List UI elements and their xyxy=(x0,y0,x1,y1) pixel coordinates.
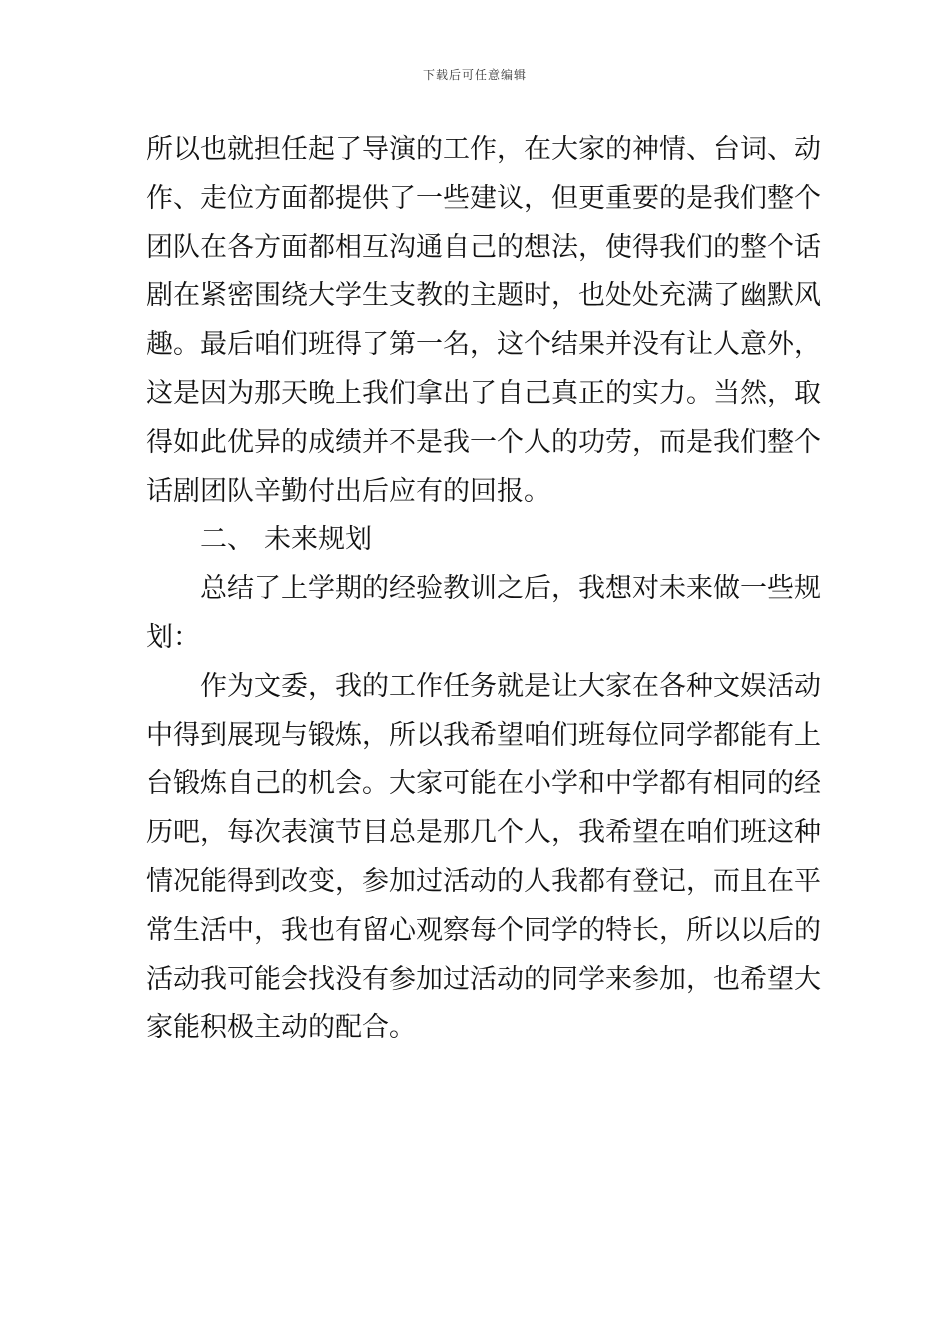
text-line: 划： xyxy=(146,621,200,653)
text-line: 总结了上学期的经验教训之后，我想对未来做一些规 xyxy=(200,573,821,605)
paragraph-plan-details xyxy=(146,663,821,1053)
text-line: 这是因为那天晚上我们拿出了自己真正的实力。当然，取 xyxy=(146,377,821,409)
section-heading-number: 二、 xyxy=(200,524,254,556)
paragraph-drama-summary xyxy=(146,126,821,516)
text-line: 台锻炼自己的机会。大家可能在小学和中学都有相同的经 xyxy=(146,768,821,800)
text-line: 常生活中，我也有留心观察每个同学的特长，所以以后的 xyxy=(146,914,821,946)
text-line: 历吧，每次表演节目总是那几个人，我希望在咱们班这种 xyxy=(146,817,821,849)
text-line: 话剧团队辛勤付出后应有的回报。 xyxy=(146,475,551,507)
text-line: 中得到展现与锻炼，所以我希望咱们班每位同学都能有上 xyxy=(146,719,821,751)
text-line: 得如此优异的成绩并不是我一个人的功劳，而是我们整个 xyxy=(146,426,821,458)
text-line: 活动我可能会找没有参加过活动的同学来参加，也希望大 xyxy=(146,963,821,995)
page-header-note: 下载后可任意编辑 xyxy=(422,68,527,82)
section-heading xyxy=(146,516,806,565)
text-line: 所以也就担任起了导演的工作，在大家的神情、台词、动 xyxy=(146,134,821,165)
text-line: 家能积极主动的配合。 xyxy=(146,1012,416,1044)
document-body xyxy=(146,126,821,1053)
text-line: 作为文委，我的工作任务就是让大家在各种文娱活动 xyxy=(200,670,821,702)
text-line: 作、走位方面都提供了一些建议，但更重要的是我们整个 xyxy=(146,182,821,214)
text-line: 剧在紧密围绕大学生支教的主题时，也处处充满了幽默风 xyxy=(146,280,821,312)
text-line: 趣。最后咱们班得了第一名，这个结果并没有让人意外， xyxy=(146,329,821,361)
section-heading-title: 未来规划 xyxy=(264,524,372,556)
text-line: 情况能得到改变，参加过活动的人我都有登记，而且在平 xyxy=(146,865,821,897)
text-line: 团队在各方面都相互沟通自己的想法，使得我们的整个话 xyxy=(146,231,821,263)
paragraph-intro-plan xyxy=(146,565,821,663)
